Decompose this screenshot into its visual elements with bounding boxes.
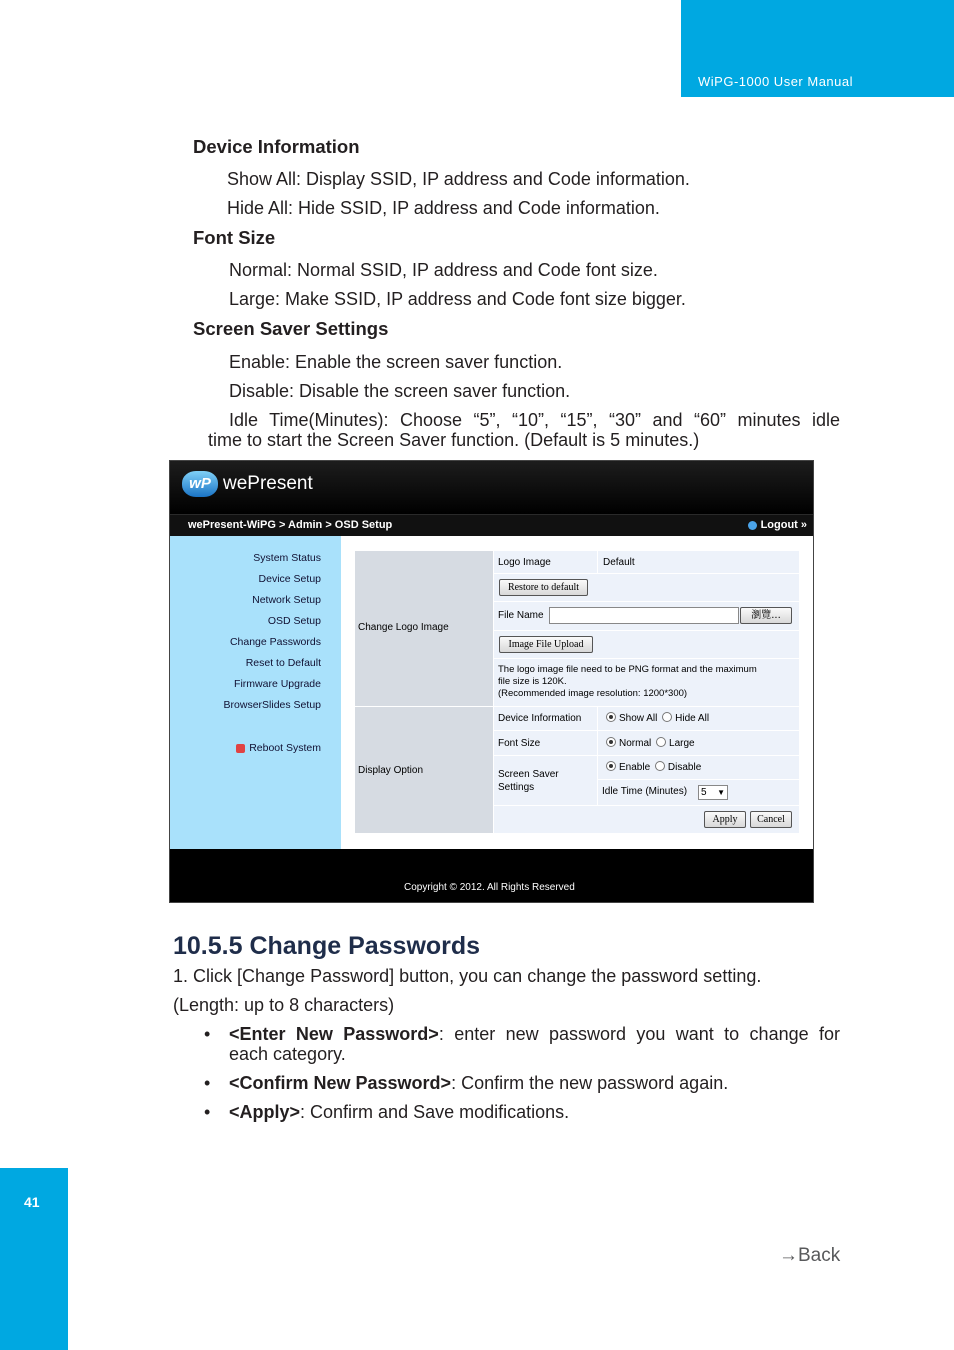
menu-item-network-setup[interactable]: Network Setup [252, 594, 321, 606]
menu-item-reboot-system[interactable] [236, 742, 321, 754]
screen-saver-options [598, 756, 799, 779]
web-footer [170, 849, 813, 903]
large-radio[interactable] [656, 737, 666, 747]
bullet-term-enter-password: <Enter New Password> [229, 1024, 439, 1044]
bullet-apply [229, 1102, 569, 1123]
wepresent-logo [182, 471, 313, 497]
web-header [170, 461, 813, 514]
change-logo-label: Change Logo Image [358, 622, 449, 633]
show-all-label: Show All [619, 713, 658, 724]
idle-time-label: Idle Time (Minutes) [602, 786, 688, 797]
font-size-label: Font Size [498, 738, 541, 749]
menu-item-change-passwords[interactable]: Change Passwords [229, 636, 321, 648]
admin-menu [170, 536, 341, 849]
font-size-normal: Normal: Normal SSID, IP address and Code font size. [229, 260, 658, 280]
logout-label: Logout » [760, 519, 807, 531]
enable-label: Enable [619, 762, 651, 773]
disable-radio[interactable] [655, 761, 665, 771]
idle-time-value: 5 [701, 787, 707, 798]
device-info-options [598, 707, 799, 730]
apply-button[interactable]: Apply [704, 811, 746, 828]
page-number: 41 [24, 1194, 40, 1210]
logo-note-line-2: file size is 120K. [498, 676, 567, 687]
bullet-term-confirm-password: <Confirm New Password> [229, 1073, 452, 1093]
bullet-icon: • [204, 1073, 211, 1093]
section-title-screen-saver: Screen Saver Settings [193, 318, 389, 339]
page-number-tab [0, 1168, 68, 1350]
header-banner [681, 0, 954, 97]
browse-button[interactable]: 瀏覽... [740, 607, 792, 624]
normal-radio[interactable] [606, 737, 616, 747]
logout-icon [748, 521, 757, 530]
logo-badge-icon: wP [182, 471, 218, 497]
font-size-large: Large: Make SSID, IP address and Code font size bigger. [229, 289, 686, 309]
font-size-options [598, 731, 799, 755]
logo-text: wePresent [223, 473, 313, 494]
bullet-text-apply: : Confirm and Save modifications. [300, 1102, 570, 1122]
restore-row [494, 574, 799, 601]
manual-title: WiPG-1000 User Manual [698, 74, 853, 89]
bullet-confirm-password [229, 1073, 728, 1094]
disable-label: Disable [667, 762, 702, 773]
large-label: Large [669, 738, 695, 749]
section-title-device-info: Device Information [193, 136, 360, 157]
osd-form [341, 536, 814, 849]
bullet-enter-password-line-2: each category. [229, 1044, 346, 1064]
menu-item-osd-setup[interactable]: OSD Setup [267, 615, 321, 627]
screen-saver-enable: Enable: Enable the screen saver function. [229, 352, 563, 372]
logo-note-line-3: (Recommended image resolution: 1200*300) [498, 688, 688, 699]
image-file-upload-button[interactable]: Image File Upload [499, 636, 593, 653]
idle-time-line-1: Idle Time(Minutes): Choose “5”, “10”, “15”, “30” and “60” minutes idle [229, 410, 840, 430]
file-name-row [494, 602, 799, 630]
idle-time-line-2: time to start the Screen Saver function. (Default is 5 minutes.) [208, 430, 700, 450]
action-row [494, 806, 799, 833]
logo-image-label: Logo Image [498, 557, 551, 568]
section-title-font-size: Font Size [193, 227, 276, 248]
device-info-show-all: Show All: Display SSID, IP address and Code information. [227, 169, 690, 189]
restore-default-button[interactable]: Restore to default [499, 579, 588, 596]
logo-image-value-cell [598, 551, 799, 573]
back-link[interactable]: →Back [779, 1245, 841, 1266]
dropdown-arrow-icon: ▼ [717, 788, 725, 797]
bullet-term-apply: <Apply> [229, 1102, 301, 1122]
bullet-text-enter-password: : enter new password you want to change for [438, 1024, 840, 1044]
web-navbar [170, 514, 813, 537]
osd-setup-screenshot [169, 460, 814, 903]
copyright: Copyright © 2012. All Rights Reserved [404, 882, 575, 893]
upload-row [494, 631, 799, 658]
bullet-icon: • [204, 1102, 211, 1122]
display-option-label: Display Option [358, 765, 424, 776]
file-name-label: File Name [498, 610, 544, 621]
logout-link[interactable] [748, 519, 807, 531]
change-logo-label-cell [355, 551, 493, 706]
idle-time-select[interactable] [698, 785, 728, 800]
enable-radio[interactable] [606, 761, 616, 771]
logo-image-label-cell [494, 551, 597, 573]
menu-item-firmware-upgrade[interactable]: Firmware Upgrade [234, 678, 321, 690]
font-size-label-cell [494, 731, 597, 755]
change-password-line-2: (Length: up to 8 characters) [173, 995, 395, 1015]
hide-all-radio[interactable] [662, 712, 672, 722]
menu-item-browserslides-setup[interactable]: BrowserSlides Setup [223, 699, 321, 711]
logo-note-line-1: The logo image file need to be PNG format and the maximum [498, 664, 757, 675]
device-info-hide-all: Hide All: Hide SSID, IP address and Code information. [227, 198, 660, 218]
reboot-label: Reboot System [249, 742, 321, 754]
normal-label: Normal [619, 738, 652, 749]
device-info-label: Device Information [498, 713, 582, 724]
logo-note-cell [494, 659, 799, 706]
screen-saver-label-line-2: Settings [498, 782, 535, 793]
bullet-icon: • [204, 1024, 211, 1044]
reboot-icon [236, 744, 245, 753]
logo-image-value: Default [603, 557, 635, 568]
screen-saver-disable: Disable: Disable the screen saver function. [229, 381, 571, 401]
bullet-text-confirm-password: : Confirm the new password again. [451, 1073, 729, 1093]
menu-item-reset-to-default[interactable]: Reset to Default [245, 657, 321, 669]
breadcrumb: wePresent-WiPG > Admin > OSD Setup [188, 519, 393, 531]
cancel-button[interactable]: Cancel [750, 811, 792, 828]
hide-all-label: Hide All [675, 713, 710, 724]
show-all-radio[interactable] [606, 712, 616, 722]
file-name-input[interactable] [549, 607, 739, 624]
idle-time-row [598, 780, 799, 805]
section-heading-change-passwords: 10.5.5 Change Passwords [173, 932, 481, 960]
change-password-line-1: 1. Click [Change Password] button, you can change the password setting. [173, 966, 762, 986]
menu-item-system-status[interactable]: System Status [253, 552, 321, 564]
screen-saver-label-line-1: Screen Saver [498, 769, 559, 780]
device-info-label-cell [494, 707, 597, 730]
display-option-label-cell [355, 707, 493, 833]
screen-saver-label-cell [494, 756, 597, 805]
menu-item-device-setup[interactable]: Device Setup [258, 573, 321, 585]
bullet-enter-password-line-1 [229, 1024, 840, 1045]
